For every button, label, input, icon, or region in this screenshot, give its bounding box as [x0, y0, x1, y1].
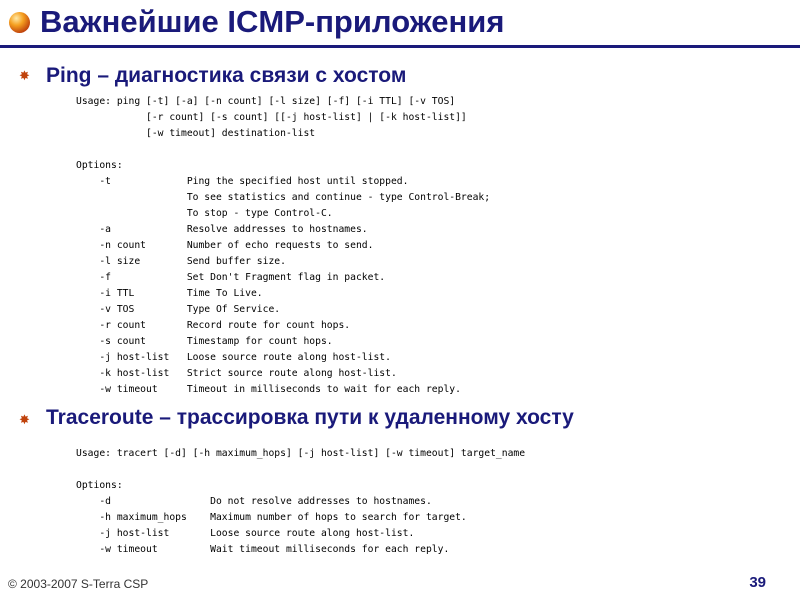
starburst-bullet-icon: ✸	[19, 68, 30, 83]
tracert-usage-code: Usage: tracert [-d] [-h maximum_hops] [-j host-list] [-w timeout] target_name Options: -d Do not resolve addresses to hostnames. -h maximum_hops Maximum number of hops to search for target. -j host-list Loose source route along host-list. -w timeout Wait timeout milliseconds for each reply.	[76, 448, 526, 555]
traceroute-heading: Traceroute – трассировка пути к удаленному хосту	[46, 406, 574, 429]
footer-copyright: © 2003-2007 S-Terra CSP	[8, 577, 149, 591]
title-bar	[0, 0, 800, 46]
slide-title: Важнейшие ICMP-приложения	[40, 4, 505, 39]
ping-heading: Ping – диагностика связи с хостом	[46, 64, 407, 87]
page-number: 39	[749, 574, 766, 591]
starburst-bullet-icon: ✸	[19, 412, 30, 427]
orb-bullet-icon	[9, 12, 30, 33]
ping-usage-code: Usage: ping [-t] [-a] [-n count] [-l size] [-f] [-i TTL] [-v TOS] [-r count] [-s count] [[-j host-list] | [-k host-list]] [-w timeout] destination-list Options: -t Ping the specified host until stopped. To see statistics and continue - type Control-Break; To stop - type Control-C. -a Resolve addresses to hostnames. -n count Number of echo requests to send. -l size Send buffer size. -f Set Don't Fragment flag in packet. -i TTL Time To Live. -v TOS Type Of Service. -r count Record route for count hops. -s count Timestamp for count hops. -j host-list Loose source route along host-list. -k host-list Strict source route along host-list. -w timeout Timeout in milliseconds to wait for each reply.	[76, 96, 491, 395]
title-underline	[0, 45, 800, 48]
